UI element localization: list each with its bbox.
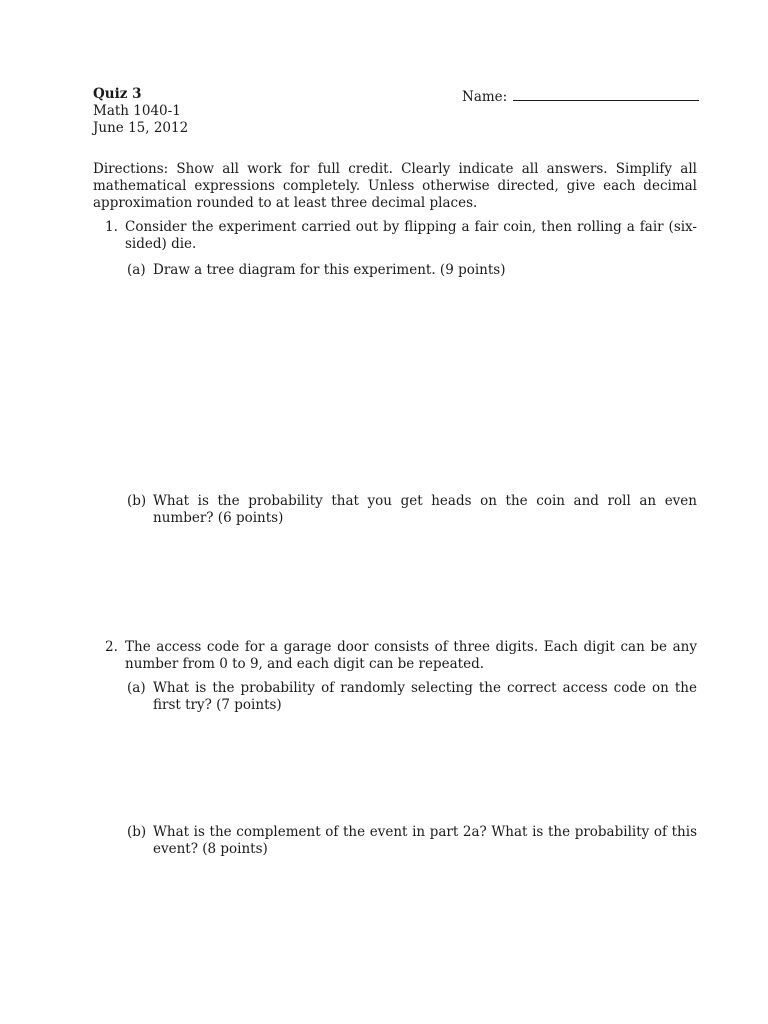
question-1b-label: (b) <box>127 493 147 509</box>
course-code: Math 1040-1 <box>93 103 181 119</box>
question-1a-label: (a) <box>127 262 146 278</box>
question-2b-text: What is the complement of the event in part 2a? What is the probability of this event? (8 points) <box>153 824 697 857</box>
question-2b-label: (b) <box>127 824 147 840</box>
question-1b-text: What is the probability that you get heads on the coin and roll an even number? (6 points) <box>153 493 697 526</box>
name-field[interactable] <box>462 86 699 106</box>
question-1a-text: Draw a tree diagram for this experiment. (9 points) <box>153 262 506 278</box>
directions: Directions: Show all work for full credit. Clearly indicate all answers. Simplify all mathematical expressions completely. Unless otherwise directed, give each decimal approximation rounded to at least three decimal places. <box>93 161 697 211</box>
name-blank-line[interactable] <box>513 86 699 101</box>
quiz-title: Quiz 3 <box>93 86 142 102</box>
quiz-date: June 15, 2012 <box>93 120 189 136</box>
question-1-number: 1. <box>105 219 118 235</box>
question-2a-label: (a) <box>127 680 146 696</box>
question-2-number: 2. <box>105 639 118 655</box>
question-2a-text: What is the probability of randomly selecting the correct access code on the first try? (7 points) <box>153 680 697 713</box>
name-label: Name: <box>462 89 508 105</box>
question-1-text: Consider the experiment carried out by flipping a fair coin, then rolling a fair (six-sided) die. <box>125 219 697 252</box>
question-2-text: The access code for a garage door consists of three digits. Each digit can be any number from 0 to 9, and each digit can be repeated. <box>125 639 697 672</box>
